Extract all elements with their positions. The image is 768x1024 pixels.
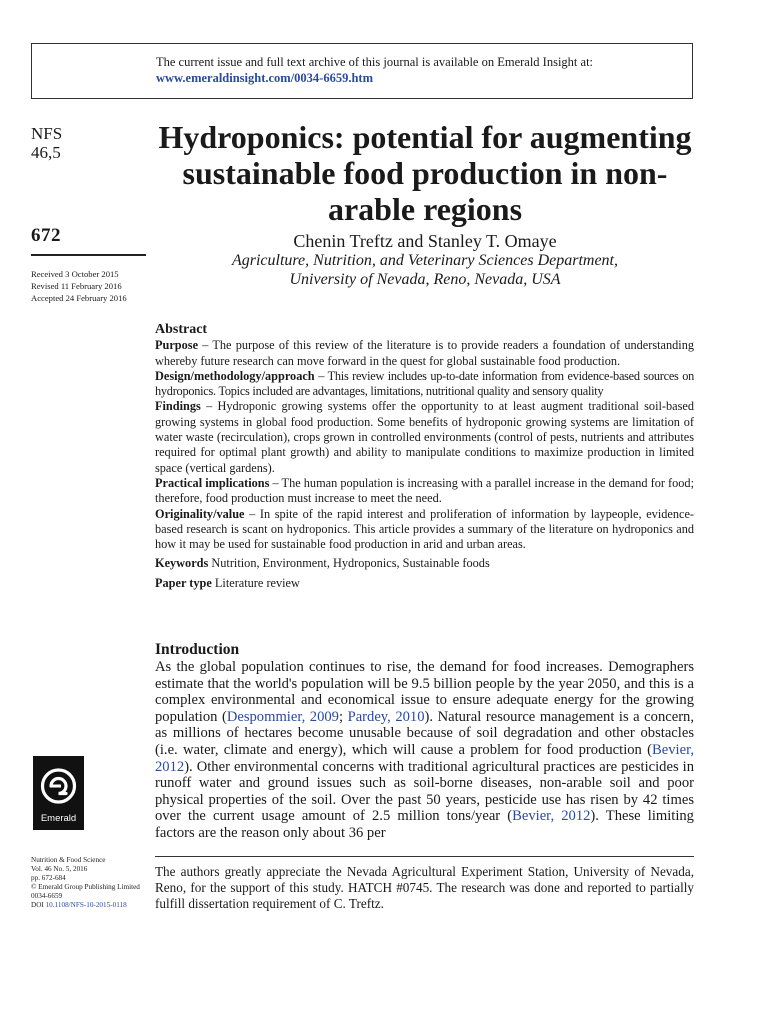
received-dates: [31, 268, 146, 304]
citation-link[interactable]: Despommier, 2009: [226, 708, 339, 725]
date-accepted: Accepted 24 February 2016: [31, 293, 127, 303]
journal-info-line: pp. 672-684: [31, 874, 66, 882]
journal-info-line: Vol. 46 No. 5, 2016: [31, 865, 88, 873]
page-number: 672: [31, 225, 61, 246]
banner-line: The current issue and full text archive of this journal is available on Emerald Insight at:: [156, 55, 594, 69]
journal-info-line: Nutrition & Food Science: [31, 856, 106, 864]
journal-volume: [31, 124, 146, 162]
paper-type-label: Paper type: [155, 575, 212, 590]
purpose-text: – The purpose of this review of the literature is to provide readers a foundation of understanding whereby future research can move forward in the quest for global sustainable food production.: [155, 338, 694, 368]
abstract-findings: [155, 399, 694, 475]
intro-text: ;: [338, 708, 348, 725]
introduction-body: [155, 659, 694, 842]
design-text: – This review includes up-to-date information from evidence-based sources on hydroponics. Topics included are advantages, limitations, nutritional quality and sensory quality: [155, 368, 694, 399]
archive-banner: [31, 43, 693, 99]
intro-text: ). Natural resource management is a concern, as millions of hectares become unusable because of soil degradation and other obstacles (i.e. water, climate and energy), which will cause a problem for food production (: [155, 708, 695, 758]
journal-abbrev: NFS: [31, 124, 63, 143]
author-affiliation: [156, 251, 694, 289]
findings-label: Findings: [155, 399, 201, 414]
intro-text: As the global population continues to rise, the demand for food increases. Demographers estimate that the world's population will be 9.5 billion people by the year 2050, and this is a complex environmental and economical issue to ensure adequate energy for the growing population (: [155, 659, 694, 725]
practical-label: Practical implications: [155, 475, 270, 490]
design-label: Design/methodology/approach: [155, 368, 315, 383]
volume-issue: 46,5: [31, 143, 61, 162]
emerald-logo: [33, 756, 84, 830]
originality-label: Originality/value: [155, 506, 245, 521]
findings-text: – Hydroponic growing systems offer the opportunity to at least augment traditional soil-based growing systems in global food production. Some benefits of hydroponic growing systems are limitation of water waste (recirculation), crops grown in controlled environments (control of pests, nutrients and attributes required for optimal plant growth) and ability to manipulate conditions to maximize production in limited space (vertical gardens).: [155, 399, 694, 475]
affiliation-line: University of Nevada, Reno, Nevada, USA: [289, 271, 561, 288]
date-received: Received 3 October 2015: [31, 269, 119, 279]
abstract-design: [155, 369, 694, 400]
citation-link[interactable]: Bevier, 2012: [512, 808, 591, 825]
article-authors: Chenin Treftz and Stanley T. Omaye: [293, 231, 557, 251]
paper-type-text: Literature review: [214, 575, 300, 590]
abstract-practical: [155, 476, 694, 507]
acknowledgement-footnote: The authors greatly appreciate the Nevada Agricultural Experiment Station, University of Nevada, Reno, for the support of this study. HATCH #0745. The research was done and reported to partially fulfill dissertation requirement of C. Treftz.: [155, 864, 694, 911]
margin-rule: [31, 254, 146, 256]
doi-link[interactable]: 10.1108/NFS-10-2015-0118: [45, 901, 127, 909]
paper-type: [155, 576, 694, 591]
introduction-heading: Introduction: [155, 641, 240, 658]
keywords-label: Keywords: [155, 556, 209, 571]
keywords: [155, 556, 694, 571]
abstract: [155, 322, 694, 591]
affiliation-line: Agriculture, Nutrition, and Veterinary Sciences Department,: [231, 252, 618, 269]
introduction-section: [155, 641, 694, 842]
practical-text: – The human population is increasing with a parallel increase in the demand for food; therefore, food production must increase to meet the need.: [155, 475, 694, 506]
citation-link[interactable]: Bevier, 2012: [155, 741, 694, 775]
keywords-text: Nutrition, Environment, Hydroponics, Sustainable foods: [211, 556, 490, 571]
journal-url-link[interactable]: www.emeraldinsight.com/0034-6659.htm: [156, 71, 373, 85]
abstract-originality: [155, 507, 694, 553]
journal-info-line: © Emerald Group Publishing Limited: [31, 883, 140, 891]
date-revised: Revised 11 February 2016: [31, 281, 122, 291]
originality-text: – In spite of the rapid interest and proliferation of information by laypeople, evidence-based research is scant on hydroponics. This article provides a summary of the literature on hydroponics and how it may be used for sustainable food production in arid and urban areas.: [155, 506, 694, 552]
banner-text: [156, 54, 593, 86]
article-title: Hydroponics: potential for augmenting sustainable food production in non-arable regions: [158, 119, 692, 227]
doi-label: DOI: [31, 901, 44, 909]
intro-text: ). Other environmental concerns with traditional agricultural practices are pesticides in runoff water and ground issues such as soil-borne diseases, non-arable soil and poor physical properties of the soil. Over the past 50 years, pesticide use has risen by 42 times over the current usage amount of 2.5 million tons/year (: [155, 758, 694, 825]
logo-wordmark: Emerald: [40, 813, 77, 824]
journal-info-line: 0034-6659: [31, 892, 63, 900]
citation-link[interactable]: Pardey, 2010: [347, 708, 425, 725]
purpose-label: Purpose: [155, 338, 199, 353]
journal-info: [31, 856, 149, 910]
doi-line: [31, 901, 149, 910]
footnote-rule: [155, 856, 694, 857]
emerald-logo-icon: [39, 764, 78, 808]
abstract-purpose: [155, 338, 694, 369]
intro-text: ). These limiting factors are the reason only about 36 per: [155, 808, 694, 841]
abstract-heading: Abstract: [155, 322, 208, 337]
